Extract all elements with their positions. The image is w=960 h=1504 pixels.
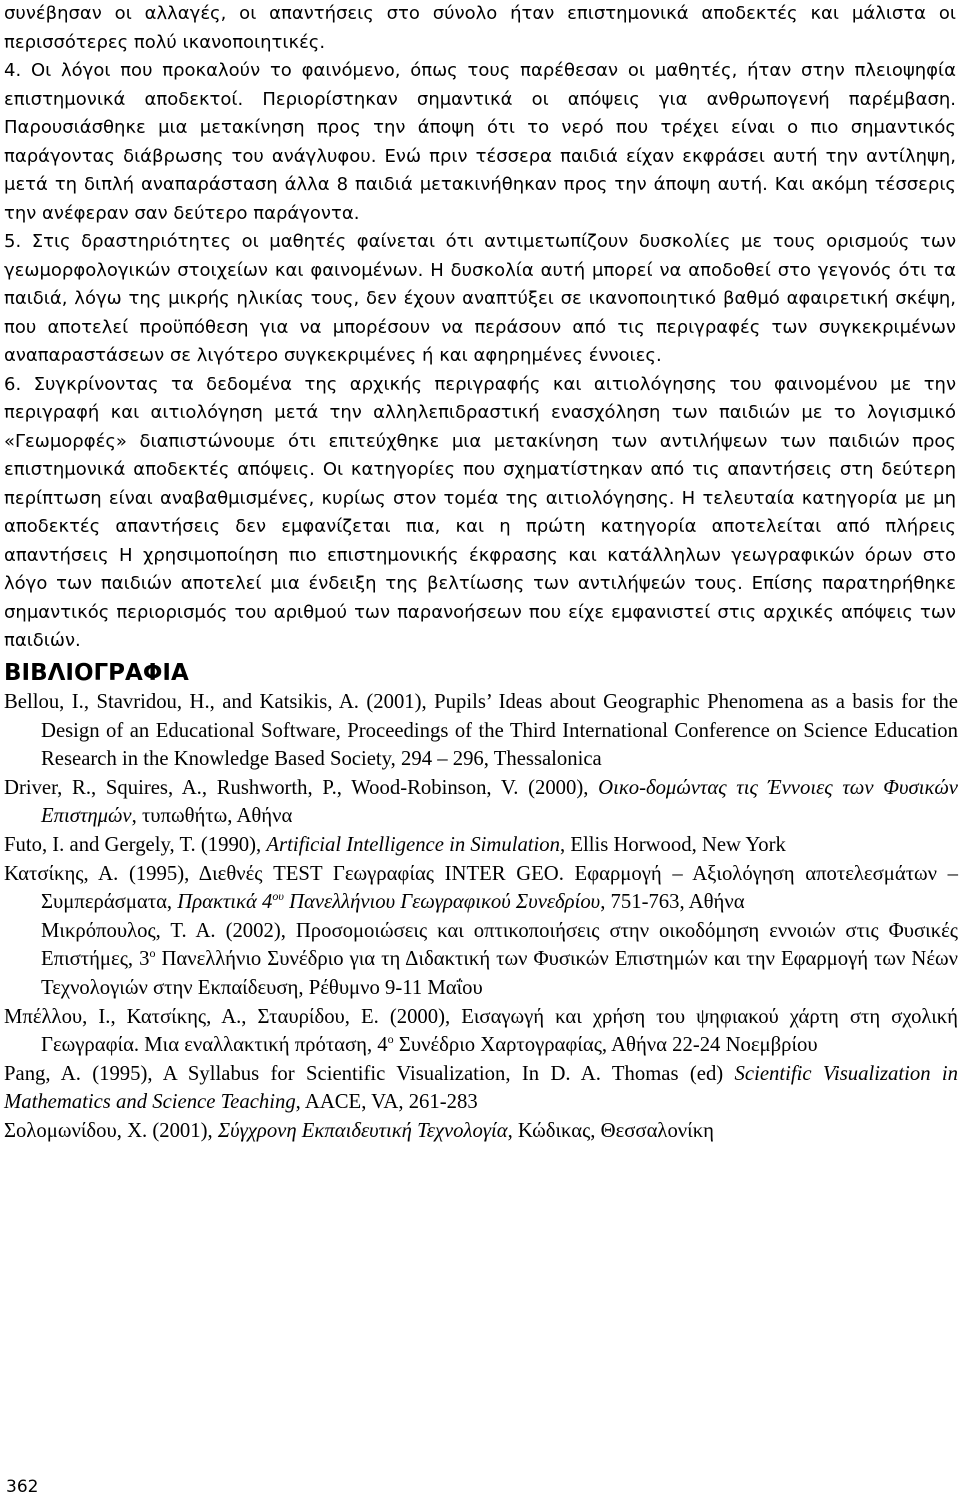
reference-text: Πανελλήνιο Συνέδριο για τη Διδακτική των Φυσικών Επιστημών και την Εφαρμογή των Νέων Τεχνολογιών στην Εκπαίδευση, Ρέθυμνο 9-11 Μαΐου — [41, 948, 958, 999]
reference-authors: Σολομωνίδου, Χ. (2001), — [4, 1119, 218, 1142]
reference-title: Οικο-δομώντας τις Έννοιες των Φυσικών Επιστημών — [41, 776, 958, 828]
ordinal-superscript: ο — [387, 1032, 394, 1047]
reference-title: Artificial Intelligence in Simulation — [266, 833, 560, 856]
reference-publisher: , Κώδικας, Θεσσαλονίκη — [507, 1119, 714, 1142]
paragraph-point-6: 6. Συγκρίνοντας τα δεδομένα της αρχικής περιγραφής και αιτιολόγησης του φαινομένου με την περιγραφή και αιτιολόγηση μετά την αλληλεπιδραστική ενασχόληση των παιδιών με το λογισμικό «Γεωμορφές» διαπιστώνουμε ότι επιτεύχθηκε μια μετακίνηση των αντιλήψεων των παιδιών προς επιστημονικά αποδεκτές απόψεις. Οι κατηγορίες που σχηματίστηκαν από τις απαντήσεις στη δεύτερη περίπτωση είναι αναβαθμισμένες, κυρίως στον τομέα της αιτιολόγησης. Η τελευταία κατηγορία με μη αποδεκτές απαντήσεις δεν εμφανίζεται πια, και η πρώτη κατηγορία αποτελείται από πλήρεις απαντήσεις Η χρησιμοποίηση πιο επιστημονικής έκφρασης και κατάλληλων γεωγραφικών όρων στο λόγο των παιδιών αποτελεί μια ένδειξη της βελτίωσης των αντιλήψεών τους. Επίσης παρατηρήθηκε σημαντικός περιορισμός του αριθμού των παρανοήσεων που είχε εμφανιστεί στις αρχικές απόψεις των παιδιών. — [4, 373, 956, 651]
reference-text: Μικρόπουλος, Τ. Α. (2002), Προσομοιώσεις και οπτικοποιήσεις στην οικοδόμηση εννοιών στις Φυσικές Επιστήμες, 3 — [41, 919, 958, 971]
reference-text: Συνέδριο Χαρτογραφίας, Αθήνα 22-24 Νοεμβρίου — [393, 1034, 818, 1057]
reference-authors: Driver, R., Squires, A., Rushworth, P., Wood-Robinson, V. (2000), — [4, 776, 599, 799]
paragraph-point-4: 4. Οι λόγοι που προκαλούν το φαινόμενο, όπως τους παρέθεσαν οι μαθητές, ήταν στην πλειοψηφία επιστημονικά αποδεκτοί. Περιορίστηκαν σημαντικά οι απόψεις για ανθρωπογενή παρέμβαση. Παρουσιάσθηκε μια μετακίνηση προς την άποψη ότι το νερό που τρέχει είναι ο πιο σημαντικός παράγοντας διάβρωσης του ανάγλυφου. Ενώ πριν τέσσερα παιδιά είχαν εκφράσει αυτή την αντίληψη, μετά τη διπλή αναπαράσταση άλλα 8 παιδιά μετακινήθηκαν προς την άποψη αυτή. Και ακόμη τέσσερις την ανέφεραν σαν δεύτερο παράγοντα. — [4, 60, 956, 224]
reference-text: Bellou, I., Stavridou, H., and Katsikis, A. (2001), Pupils’ Ideas about Geographic Phenomena as a basis for the Design of an Educational Software, Proceedings of the Third International Conference on Science Education Research in the Knowledge Based Society, 294 – 296, Thessalonica — [4, 691, 958, 771]
reference-publisher: , τυπωθήτω, Αθήνα — [131, 805, 293, 828]
reference-authors: Pang, A. (1995), A Syllabus for Scientific Visualization, In D. A. Thomas (ed) — [4, 1062, 735, 1085]
paragraph-point-5: 5. Στις δραστηριότητες οι μαθητές φαίνεται ότι αντιμετωπίζουν δυσκολίες με τους ορισμούς των γεωμορφολογικών στοιχείων και φαινομένων. Η δυσκολία αυτή μπορεί να αποδοθεί στο γεγονός ότι τα παιδιά, λόγω της μικρής ηλικίας τους, δεν έχουν αναπτύξει σε ικανοποιητικό βαθμό αφαιρετική σκέψη, που αποτελεί προϋπόθεση για να μπορέσουν να περάσουν από τις περιγραφές των συγκεκριμένων αναπαραστάσεων σε λιγότερο συγκεκριμένες ή και αφηρημένες έννοιες. — [4, 231, 956, 366]
reference-futo-1990 — [4, 831, 958, 860]
page-number: 362 — [6, 1477, 39, 1497]
reference-mikropoulos-2002 — [4, 917, 958, 1003]
reference-title-part: Πανελλήνιου Γεωγραφικού Συνεδρίου — [283, 891, 601, 914]
reference-bellou-2000 — [4, 1003, 958, 1060]
reference-list — [4, 688, 958, 1146]
bibliography-heading: ΒΙΒΛΙΟΓΡΑΦΙΑ — [4, 660, 189, 686]
reference-publisher: , AACE, VA, 261-283 — [295, 1091, 478, 1114]
reference-title: Σύγχρονη Εκπαιδευτική Τεχνολογία — [217, 1119, 508, 1142]
ordinal-superscript: ου — [272, 889, 284, 904]
reference-katsikis-1995 — [4, 860, 958, 917]
reference-authors: Κατσίκης, Α. (1995), Διεθνές TEST Γεωγραφίας INTER GEO. Εφαρμογή – Αξιολόγηση αποτελεσμάτων – Συμπεράσματα, — [4, 862, 958, 914]
reference-driver-2000 — [4, 774, 958, 831]
reference-title — [177, 891, 600, 913]
reference-solomonidou-2001 — [4, 1117, 958, 1146]
reference-title: Scientific Visualization in Mathematics and Science Teaching — [4, 1062, 958, 1114]
reference-text: Μπέλλου, Ι., Κατσίκης, Α., Σταυρίδου, Ε. (2000), Εισαγωγή και χρήση του ψηφιακού χάρτη στη σχολική Γεωγραφία. Μια εναλλακτική πρόταση, 4 — [4, 1005, 958, 1057]
reference-bellou-2001 — [4, 688, 958, 774]
reference-pang-1995 — [4, 1060, 958, 1117]
reference-publisher: , Ellis Horwood, New York — [560, 833, 786, 856]
body-text — [4, 0, 956, 656]
ordinal-superscript: ο — [149, 946, 156, 961]
reference-authors: Futo, I. and Gergely, T. (1990), — [4, 833, 267, 856]
reference-pages: , 751-763, Αθήνα — [600, 891, 745, 914]
paragraph-continuation: συνέβησαν οι αλλαγές, οι απαντήσεις στο σύνολο ήταν επιστημονικά αποδεκτές και μάλιστα οι περισσότερες πολύ ικανοποιητικές. — [4, 3, 956, 53]
reference-title-part: Πρακτικά 4 — [177, 891, 273, 914]
